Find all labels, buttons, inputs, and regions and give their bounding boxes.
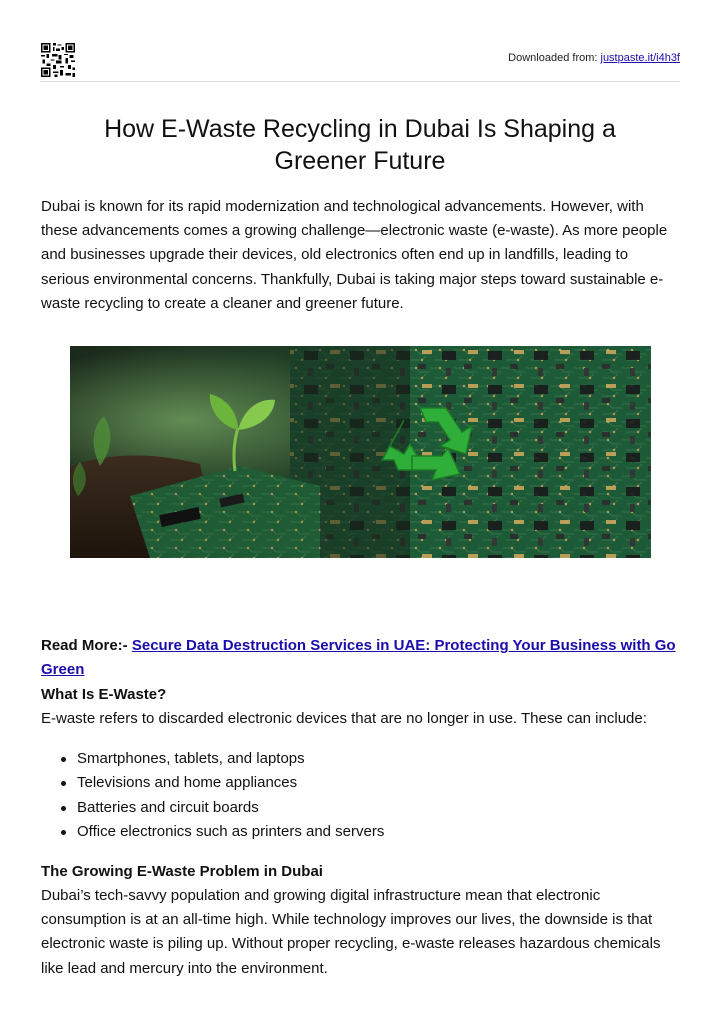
header-divider xyxy=(40,81,680,82)
downloaded-prefix: Downloaded from: xyxy=(508,52,601,64)
list-item xyxy=(41,796,384,820)
list-item-text: Smartphones, tablets, and laptops xyxy=(77,750,305,767)
download-source xyxy=(508,52,680,64)
bullet-icon xyxy=(61,781,66,786)
list-item-text: Office electronics such as printers and servers xyxy=(77,823,385,841)
qr-code-icon xyxy=(41,43,75,77)
section-heading-what-is-ewaste: What Is E-Waste? xyxy=(41,686,167,703)
list-item xyxy=(41,747,384,771)
source-link[interactable]: justpaste.it/i4h3f xyxy=(600,52,680,64)
list-item xyxy=(41,820,384,844)
section-paragraph-problem: Dubai’s tech-savvy population and growing digital infrastructure mean that electronic consumption is at an all-time high. While technology improves our lives, the downside is that electronic waste is piling up. Without proper recycling, e-waste releases hazardous chemicals like lead and mercury into the environment. xyxy=(41,887,661,977)
intro-paragraph: Dubai is known for its rapid modernization and technological advancements. However, with these advancements comes a growing challenge—electronic waste (e-waste). As more people and businesses upgrade their devices, old electronics often end up in landfills, leading to serious environmental concerns. Thankfully, Dubai is taking major steps toward sustainable e-waste recycling to create a cleaner and greener future. xyxy=(41,198,668,312)
section-heading-problem: The Growing E-Waste Problem in Dubai xyxy=(41,863,323,880)
bullet-icon xyxy=(61,830,66,835)
read-more xyxy=(41,634,680,682)
read-more-link[interactable]: Secure Data Destruction Services in UAE: Protecting Your Business with Go Green xyxy=(41,637,676,679)
list-item-text: Batteries and circuit boards xyxy=(77,798,259,816)
ewaste-examples-list xyxy=(41,747,384,845)
bullet-icon xyxy=(61,757,66,762)
read-more-label: Read More:- xyxy=(41,637,132,654)
hero-image xyxy=(70,346,651,558)
list-item-text: Televisions and home appliances xyxy=(77,774,298,792)
article-title: How E-Waste Recycling in Dubai Is Shaping a Greener Future xyxy=(104,115,616,175)
section-paragraph-what-is-ewaste: E-waste refers to discarded electronic devices that are no longer in use. These can include: xyxy=(41,710,647,727)
bullet-icon xyxy=(61,806,66,811)
list-item xyxy=(41,771,384,795)
